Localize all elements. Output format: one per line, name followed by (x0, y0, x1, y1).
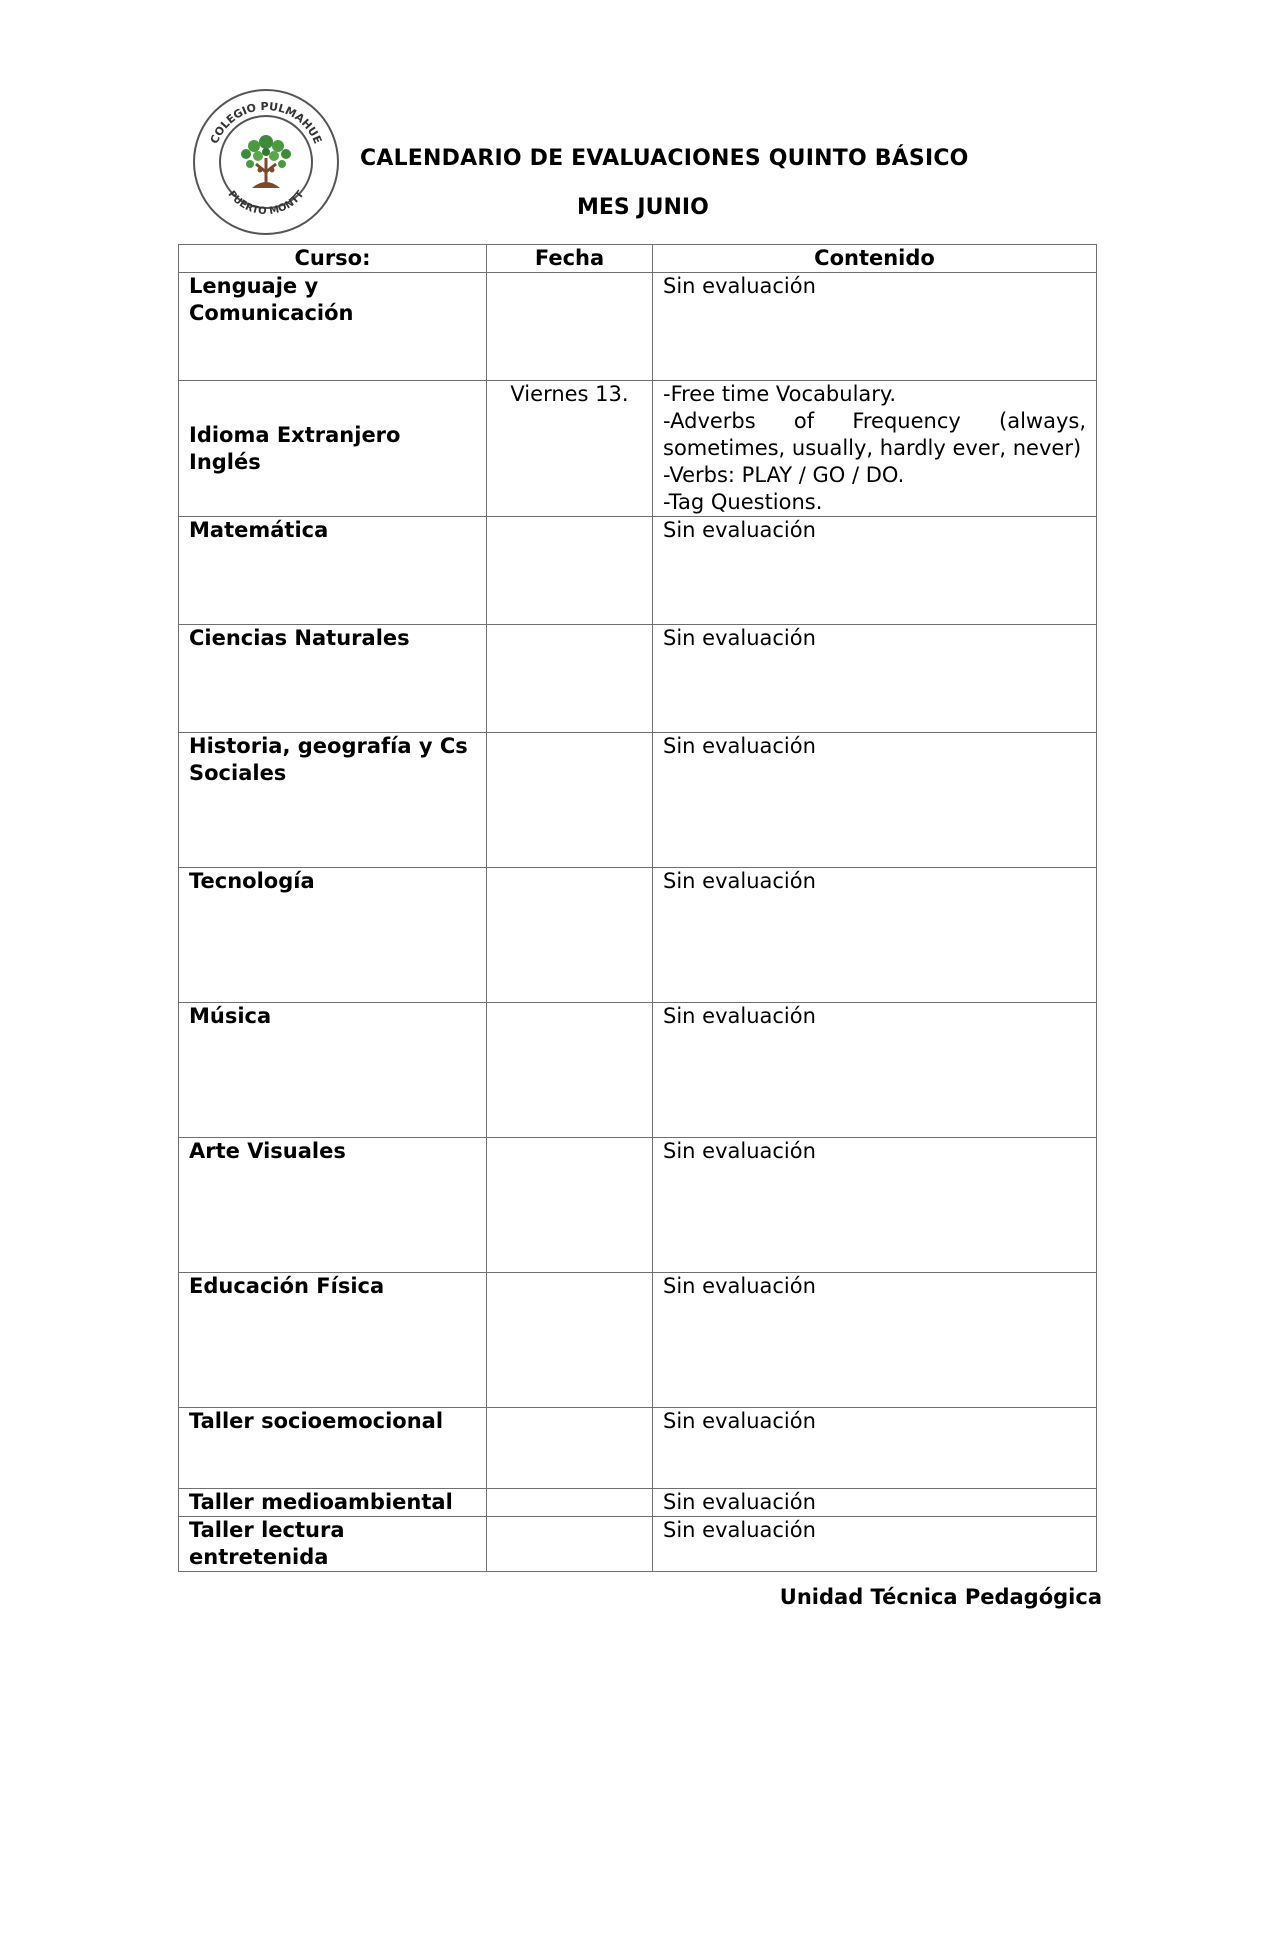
column-header-curso: Curso: (179, 245, 487, 273)
date-cell (487, 1273, 653, 1408)
table-header-row (179, 245, 1097, 273)
subject-cell: Educación Física (179, 1273, 487, 1408)
content-cell: Sin evaluación (653, 1138, 1097, 1273)
table-row (179, 273, 1097, 381)
logo-bottom-text: PUERTO MONTT (225, 189, 307, 218)
date-cell (487, 1408, 653, 1489)
subject-cell: Música (179, 1003, 487, 1138)
subject-cell: Idioma Extranjero Inglés (179, 381, 487, 517)
table-row (179, 1138, 1097, 1273)
content-cell: Sin evaluación (653, 273, 1097, 381)
content-line: sometimes, usually, hardly ever, never) (663, 436, 1082, 460)
subject-cell: Taller socioemocional (179, 1408, 487, 1489)
content-cell: Sin evaluación (653, 1408, 1097, 1489)
table-row (179, 1003, 1097, 1138)
date-cell (487, 1003, 653, 1138)
content-line: -Adverbs of Frequency (always, (663, 409, 1086, 433)
content-cell: Sin evaluación (653, 1489, 1097, 1517)
content-cell: Sin evaluación (653, 733, 1097, 868)
tree-people-icon (241, 135, 291, 188)
subject-cell: Matemática (179, 517, 487, 625)
content-cell: Sin evaluación (653, 517, 1097, 625)
content-line: -Free time Vocabulary. (663, 382, 897, 406)
table-row (179, 733, 1097, 868)
logo-top-text: COLEGIO PULMAHUE (207, 99, 325, 146)
footer-signature: Unidad Técnica Pedagógica (779, 1585, 1102, 1609)
content-line: -Tag Questions. (663, 490, 823, 514)
column-header-fecha: Fecha (487, 245, 653, 273)
content-cell: Sin evaluación (653, 1273, 1097, 1408)
school-logo (192, 88, 340, 236)
content-cell: Sin evaluación (653, 868, 1097, 1003)
subject-cell: Taller lectura entretenida (179, 1517, 487, 1572)
table-row (179, 625, 1097, 733)
date-cell (487, 1517, 653, 1572)
subject-cell: Arte Visuales (179, 1138, 487, 1273)
date-cell (487, 273, 653, 381)
content-cell: Sin evaluación (653, 1517, 1097, 1572)
subject-cell: Ciencias Naturales (179, 625, 487, 733)
content-cell (653, 381, 1097, 517)
date-cell (487, 868, 653, 1003)
date-cell (487, 1489, 653, 1517)
table-row (179, 517, 1097, 625)
table-row (179, 1517, 1097, 1572)
subject-cell: Historia, geografía y Cs Sociales (179, 733, 487, 868)
date-cell (487, 733, 653, 868)
table-row (179, 1408, 1097, 1489)
date-cell (487, 517, 653, 625)
date-cell: Viernes 13. (487, 381, 653, 517)
date-cell (487, 625, 653, 733)
table-row (179, 1489, 1097, 1517)
evaluation-table (178, 244, 1097, 1572)
subject-cell: Tecnología (179, 868, 487, 1003)
column-header-contenido: Contenido (653, 245, 1097, 273)
page-title: CALENDARIO DE EVALUACIONES QUINTO BÁSICO (360, 146, 969, 171)
page-subtitle: MES JUNIO (577, 195, 709, 220)
table-row (179, 1273, 1097, 1408)
content-cell: Sin evaluación (653, 625, 1097, 733)
table-row (179, 868, 1097, 1003)
svg-text:PUERTO MONTT (226, 189, 307, 217)
content-cell: Sin evaluación (653, 1003, 1097, 1138)
content-line: -Verbs: PLAY / GO / DO. (663, 463, 905, 487)
table-row (179, 381, 1097, 517)
subject-cell: Taller medioambiental (179, 1489, 487, 1517)
date-cell (487, 1138, 653, 1273)
subject-cell: Lenguaje y Comunicación (179, 273, 487, 381)
